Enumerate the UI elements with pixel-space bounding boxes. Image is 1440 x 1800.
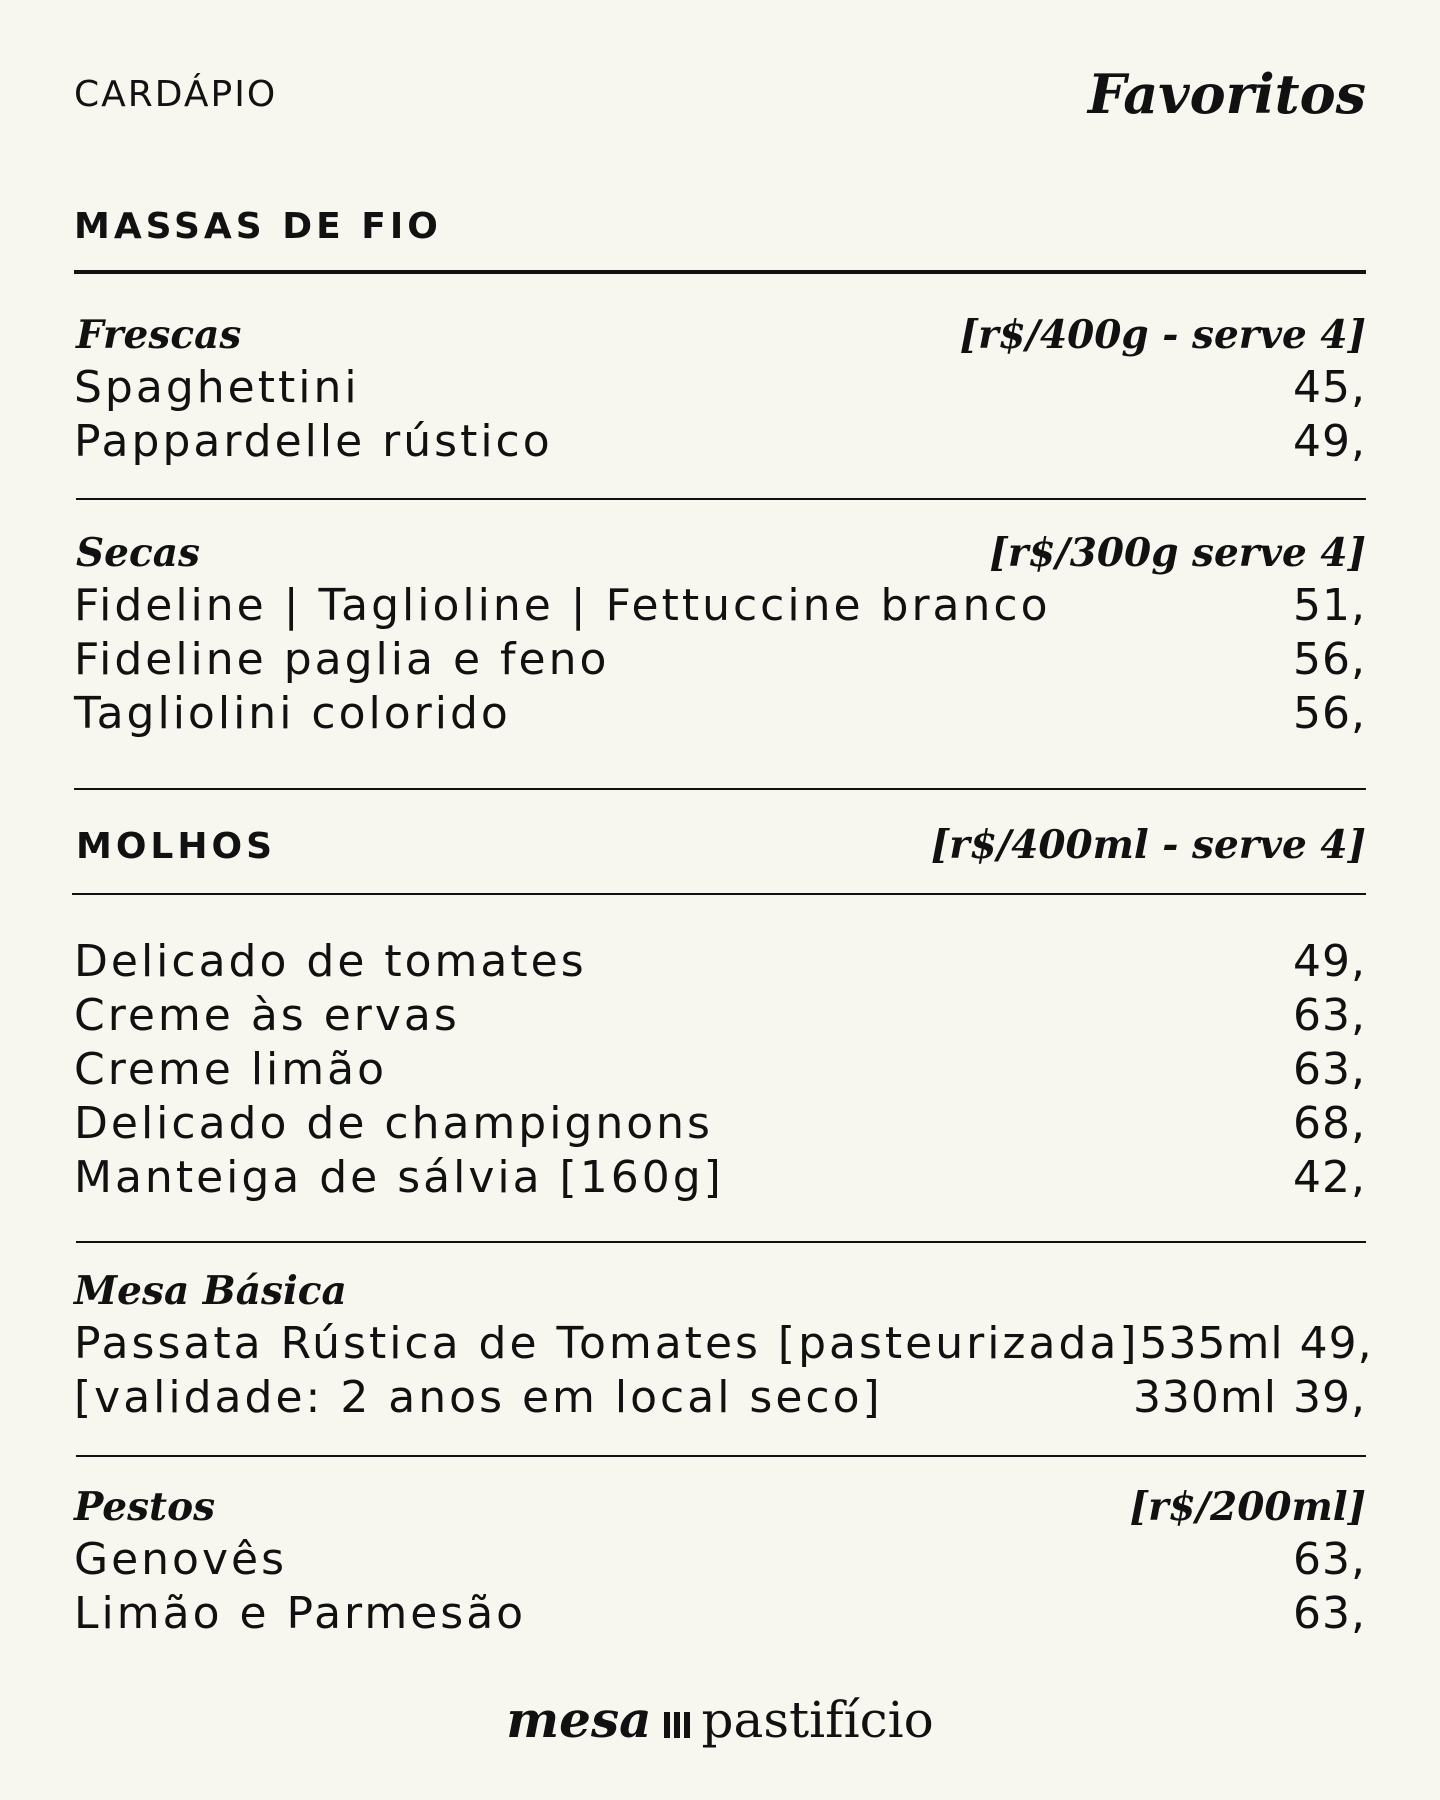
item-size: 535ml bbox=[1139, 1318, 1284, 1369]
item-name: Spaghettini bbox=[74, 362, 360, 413]
item-size: 330ml bbox=[1132, 1372, 1278, 1423]
list-item bbox=[74, 580, 1366, 632]
section-title-molhos: MOLHOS bbox=[76, 826, 277, 867]
list-item bbox=[74, 688, 1366, 740]
item-name: Delicado de champignons bbox=[74, 1098, 713, 1149]
divider bbox=[76, 1241, 1366, 1243]
section-title-massas: MASSAS DE FIO bbox=[74, 206, 442, 247]
list-item bbox=[74, 1044, 1366, 1096]
list-item bbox=[74, 990, 1366, 1042]
list-item bbox=[74, 1588, 1366, 1640]
brand-logo bbox=[74, 1690, 1366, 1753]
item-price: 51, bbox=[1293, 580, 1366, 631]
molhos-note: [r$/400ml - serve 4] bbox=[930, 822, 1366, 868]
divider bbox=[76, 498, 1366, 500]
subsection-mesa-basica: Mesa Básica bbox=[74, 1268, 347, 1314]
pestos-note: [r$/200ml] bbox=[1129, 1484, 1366, 1530]
list-item bbox=[74, 1098, 1366, 1150]
page-title: Favoritos bbox=[1087, 62, 1366, 126]
secas-note: [r$/300g serve 4] bbox=[989, 530, 1366, 576]
subsection-secas: Secas bbox=[76, 530, 200, 576]
subsection-frescas: Frescas bbox=[76, 312, 242, 358]
list-item bbox=[74, 936, 1366, 988]
item-name: Fideline | Taglioline | Fettuccine branco bbox=[74, 580, 1051, 631]
divider bbox=[72, 893, 1366, 895]
item-price: 68, bbox=[1293, 1098, 1366, 1149]
subsection-pestos: Pestos bbox=[74, 1484, 216, 1530]
list-item bbox=[74, 1372, 1366, 1424]
list-item bbox=[74, 1534, 1366, 1586]
item-price: 49, bbox=[1299, 1318, 1373, 1369]
list-item bbox=[74, 1152, 1366, 1204]
item-price: 63, bbox=[1293, 1588, 1366, 1639]
bars-icon bbox=[662, 1692, 692, 1750]
item-name: Genovês bbox=[74, 1534, 288, 1585]
menu-page bbox=[74, 0, 1373, 1800]
item-name: Creme limão bbox=[74, 1044, 388, 1095]
item-price: 56, bbox=[1293, 688, 1366, 739]
menu-label: CARDÁPIO bbox=[74, 74, 278, 115]
item-name: Tagliolini colorido bbox=[74, 688, 511, 739]
list-item bbox=[74, 362, 1366, 414]
item-name: Limão e Parmesão bbox=[74, 1588, 527, 1639]
item-name: Pappardelle rústico bbox=[74, 416, 553, 467]
list-item bbox=[74, 416, 1366, 468]
item-name: Manteiga de sálvia [160g] bbox=[74, 1152, 724, 1203]
item-price: 63, bbox=[1293, 1044, 1366, 1095]
divider bbox=[74, 788, 1366, 790]
item-price-group bbox=[1133, 1372, 1366, 1423]
list-item bbox=[74, 634, 1366, 686]
item-price: 49, bbox=[1293, 936, 1366, 987]
divider bbox=[74, 270, 1366, 274]
item-name: Delicado de tomates bbox=[74, 936, 587, 987]
item-name: Passata Rústica de Tomates [pasteurizada] bbox=[74, 1318, 1140, 1369]
item-price: 39, bbox=[1293, 1372, 1366, 1423]
list-item bbox=[74, 1318, 1373, 1370]
item-price: 63, bbox=[1293, 1534, 1366, 1585]
item-name: Fideline paglia e feno bbox=[74, 634, 610, 685]
brand-right: pastifício bbox=[701, 1691, 934, 1749]
item-price: 42, bbox=[1293, 1152, 1366, 1203]
item-name: [validade: 2 anos em local seco] bbox=[74, 1372, 883, 1423]
item-price: 56, bbox=[1293, 634, 1366, 685]
item-name: Creme às ervas bbox=[74, 990, 460, 1041]
item-price-group bbox=[1140, 1318, 1373, 1369]
brand-left: mesa bbox=[506, 1690, 652, 1749]
item-price: 49, bbox=[1293, 416, 1366, 467]
item-price: 45, bbox=[1293, 362, 1366, 413]
divider bbox=[76, 1455, 1366, 1457]
frescas-note: [r$/400g - serve 4] bbox=[959, 312, 1366, 358]
item-price: 63, bbox=[1293, 990, 1366, 1041]
